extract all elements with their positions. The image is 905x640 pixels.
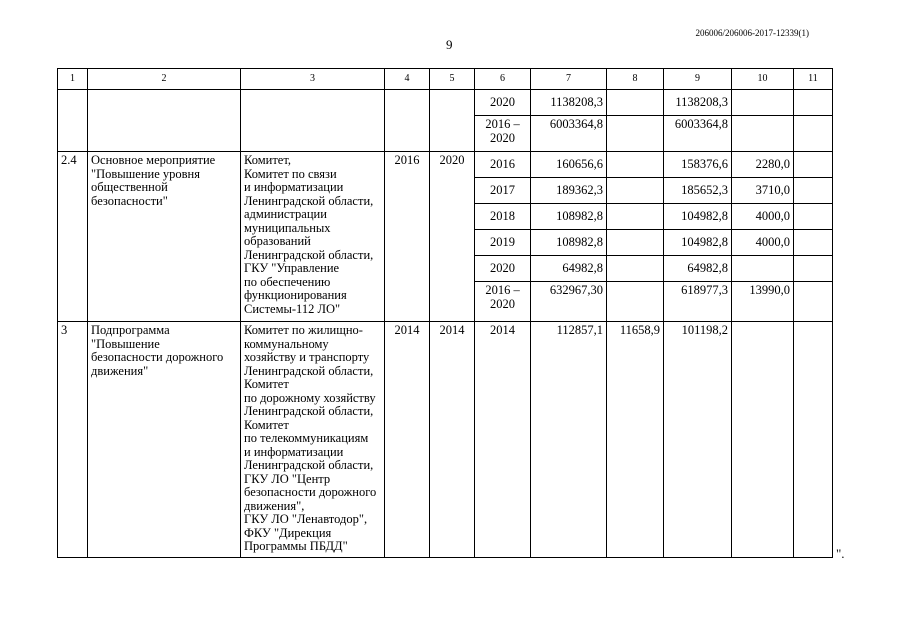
col-number: 2 bbox=[88, 69, 241, 90]
col-number: 9 bbox=[664, 69, 732, 90]
year-cell: 2019 bbox=[475, 230, 531, 256]
local-cell: 13990,0 bbox=[732, 282, 794, 322]
col-number: 4 bbox=[385, 69, 430, 90]
item-start-year: 2016 bbox=[385, 152, 430, 322]
year-cell: 2016 – 2020 bbox=[475, 282, 531, 322]
other-cell bbox=[794, 178, 833, 204]
total-cell: 632967,30 bbox=[531, 282, 607, 322]
regional-cell: 104982,8 bbox=[664, 204, 732, 230]
total-cell: 108982,8 bbox=[531, 230, 607, 256]
item-end-year: 2020 bbox=[430, 152, 475, 322]
col-number: 1 bbox=[58, 69, 88, 90]
regional-cell: 101198,2 bbox=[664, 322, 732, 558]
col-number: 10 bbox=[732, 69, 794, 90]
item-name: Основное мероприятие "Повышение уровня общественной безопасности" bbox=[88, 152, 241, 322]
regional-cell: 158376,6 bbox=[664, 152, 732, 178]
col-number: 5 bbox=[430, 69, 475, 90]
local-cell: 3710,0 bbox=[732, 178, 794, 204]
other-cell bbox=[794, 152, 833, 178]
regional-cell: 104982,8 bbox=[664, 230, 732, 256]
table-row bbox=[58, 322, 833, 558]
year-cell: 2014 bbox=[475, 322, 531, 558]
regional-cell: 64982,8 bbox=[664, 256, 732, 282]
item-name: Подпрограмма "Повышение безопасности дорожного движения" bbox=[88, 322, 241, 558]
regional-cell: 1138208,3 bbox=[664, 90, 732, 116]
total-cell: 108982,8 bbox=[531, 204, 607, 230]
cont-end-cell bbox=[430, 90, 475, 152]
other-cell bbox=[794, 256, 833, 282]
total-cell: 1138208,3 bbox=[531, 90, 607, 116]
total-cell: 6003364,8 bbox=[531, 116, 607, 152]
local-cell: 2280,0 bbox=[732, 152, 794, 178]
other-cell bbox=[794, 230, 833, 256]
year-cell: 2017 bbox=[475, 178, 531, 204]
col-number: 6 bbox=[475, 69, 531, 90]
item-executor: Комитет, Комитет по связи и информатизации Ленинградской области, администрации муниципальных образований Ленинградской области, ГКУ "Управление по обеспечению функционирования Системы-112 ЛО" bbox=[241, 152, 385, 322]
federal-cell bbox=[607, 282, 664, 322]
item-executor: Комитет по жилищно- коммунальному хозяйству и транспорту Ленинградской области, Комитет по дорожному хозяйству Ленинградской области, Комитет по телекоммуникациям и информатизации Ленинградской области, ГКУ ЛО "Центр безопасности дорожного движения", ГКУ ЛО "Ленавтодор", ФКУ "Дирекция Программы ПБДД" bbox=[241, 322, 385, 558]
col-number: 8 bbox=[607, 69, 664, 90]
col-number: 11 bbox=[794, 69, 833, 90]
year-cell: 2016 bbox=[475, 152, 531, 178]
other-cell bbox=[794, 204, 833, 230]
regional-cell: 618977,3 bbox=[664, 282, 732, 322]
local-cell bbox=[732, 322, 794, 558]
total-cell: 160656,6 bbox=[531, 152, 607, 178]
page-number: 9 bbox=[446, 37, 453, 52]
table-row bbox=[58, 152, 833, 178]
cont-num-cell bbox=[58, 90, 88, 152]
other-cell bbox=[794, 282, 833, 322]
federal-cell: 11658,9 bbox=[607, 322, 664, 558]
item-number: 3 bbox=[58, 322, 88, 558]
col-number: 3 bbox=[241, 69, 385, 90]
local-cell: 4000,0 bbox=[732, 230, 794, 256]
federal-cell bbox=[607, 90, 664, 116]
total-cell: 112857,1 bbox=[531, 322, 607, 558]
budget-table bbox=[57, 68, 833, 558]
local-cell bbox=[732, 256, 794, 282]
cont-name-cell bbox=[88, 90, 241, 152]
cont-start-cell bbox=[385, 90, 430, 152]
regional-cell: 6003364,8 bbox=[664, 116, 732, 152]
other-cell bbox=[794, 116, 833, 152]
year-cell: 2018 bbox=[475, 204, 531, 230]
local-cell: 4000,0 bbox=[732, 204, 794, 230]
col-number: 7 bbox=[531, 69, 607, 90]
year-cell: 2016 – 2020 bbox=[475, 116, 531, 152]
other-cell bbox=[794, 322, 833, 558]
closing-quote-mark: ". bbox=[836, 546, 845, 561]
other-cell bbox=[794, 90, 833, 116]
total-cell: 64982,8 bbox=[531, 256, 607, 282]
item-end-year: 2014 bbox=[430, 322, 475, 558]
item-start-year: 2014 bbox=[385, 322, 430, 558]
year-cell: 2020 bbox=[475, 90, 531, 116]
document-code: 206006/206006-2017-12339(1) bbox=[695, 28, 809, 38]
federal-cell bbox=[607, 116, 664, 152]
federal-cell bbox=[607, 230, 664, 256]
local-cell bbox=[732, 116, 794, 152]
local-cell bbox=[732, 90, 794, 116]
table-row bbox=[58, 90, 833, 116]
cont-executor-cell bbox=[241, 90, 385, 152]
regional-cell: 185652,3 bbox=[664, 178, 732, 204]
column-number-row bbox=[58, 69, 833, 90]
federal-cell bbox=[607, 256, 664, 282]
total-cell: 189362,3 bbox=[531, 178, 607, 204]
year-cell: 2020 bbox=[475, 256, 531, 282]
item-number: 2.4 bbox=[58, 152, 88, 322]
federal-cell bbox=[607, 152, 664, 178]
federal-cell bbox=[607, 204, 664, 230]
federal-cell bbox=[607, 178, 664, 204]
